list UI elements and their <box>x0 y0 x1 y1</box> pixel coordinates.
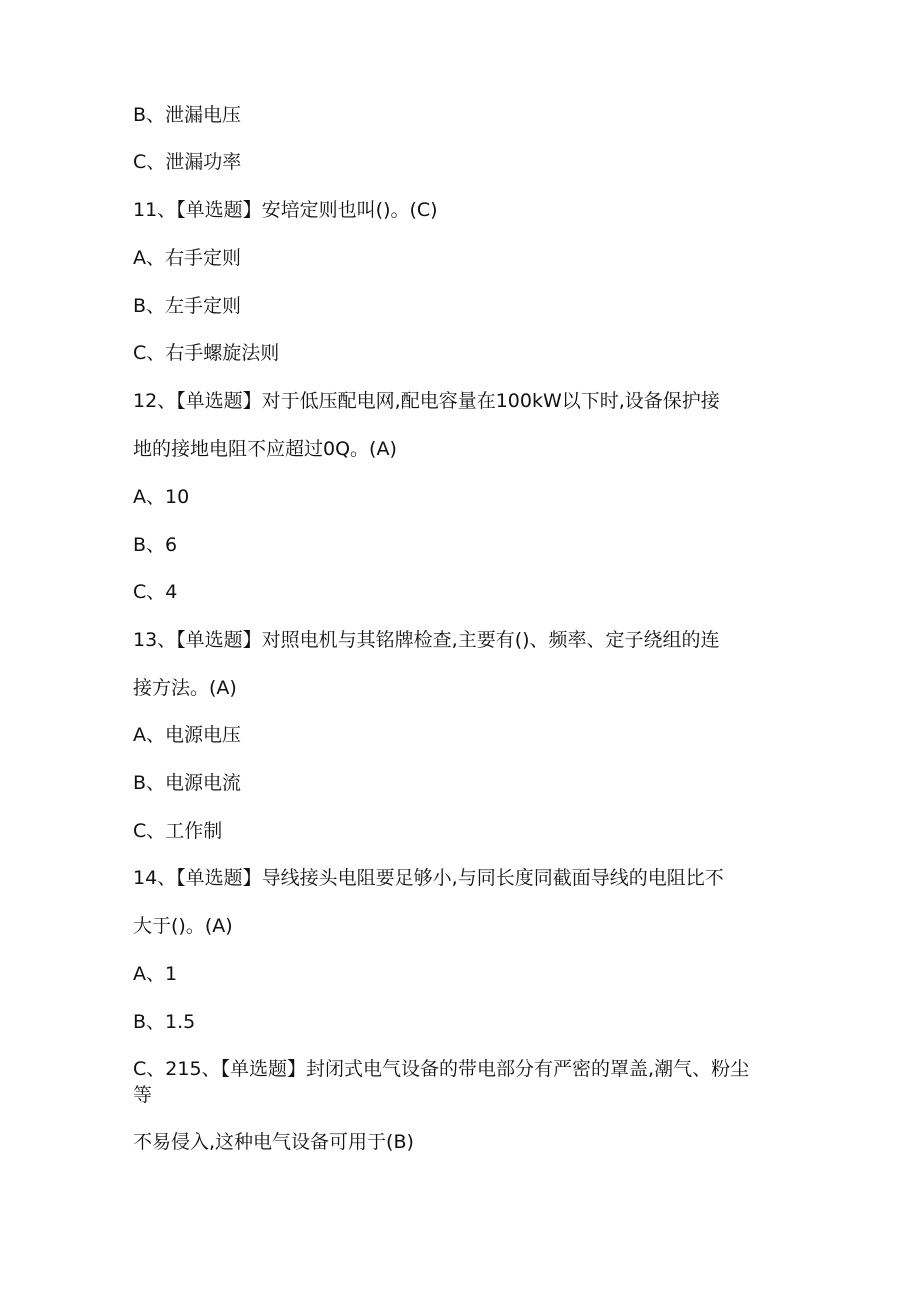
q11-option-b: B、左手定则 <box>133 295 242 317</box>
q13-option-b: B、电源电流 <box>133 772 242 794</box>
question-14-line-2: 大于()。(A) <box>133 915 233 937</box>
option-b-leakage-voltage: B、泄漏电压 <box>133 104 242 126</box>
question-11: 11、【单选题】安培定则也叫()。(C) <box>133 199 438 221</box>
q13-option-c: C、工作制 <box>133 820 223 842</box>
q13-option-a: A、电源电压 <box>133 724 241 746</box>
question-13-line-1: 13、【单选题】对照电机与其铭牌检查,主要有()、频率、定子绕组的连 <box>133 629 720 651</box>
q11-option-c: C、右手螺旋法则 <box>133 342 280 364</box>
q12-option-a: A、10 <box>133 486 190 508</box>
q14-option-c-question-15-line-1: C、215、【单选题】封闭式电气设备的带电部分有严密的罩盖,潮气、粉尘 <box>133 1058 750 1080</box>
question-12-line-1: 12、【单选题】对于低压配电网,配电容量在100kW以下时,设备保护接 <box>133 390 720 412</box>
question-12-line-2: 地的接地电阻不应超过0Q。(A) <box>133 438 397 460</box>
q12-option-b: B、6 <box>133 534 178 556</box>
question-15-line-3: 不易侵入,这种电气设备可用于(B) <box>133 1131 414 1153</box>
option-c-leakage-power: C、泄漏功率 <box>133 151 242 173</box>
q12-option-c: C、4 <box>133 581 178 603</box>
q14-option-a: A、1 <box>133 963 178 985</box>
question-14-line-1: 14、【单选题】导线接头电阻要足够小,与同长度同截面导线的电阻比不 <box>133 867 724 889</box>
question-13-line-2: 接方法。(A) <box>133 677 237 699</box>
question-15-line-2: 等 <box>133 1084 153 1106</box>
q14-option-b: B、1.5 <box>133 1011 196 1033</box>
q11-option-a: A、右手定则 <box>133 247 241 269</box>
